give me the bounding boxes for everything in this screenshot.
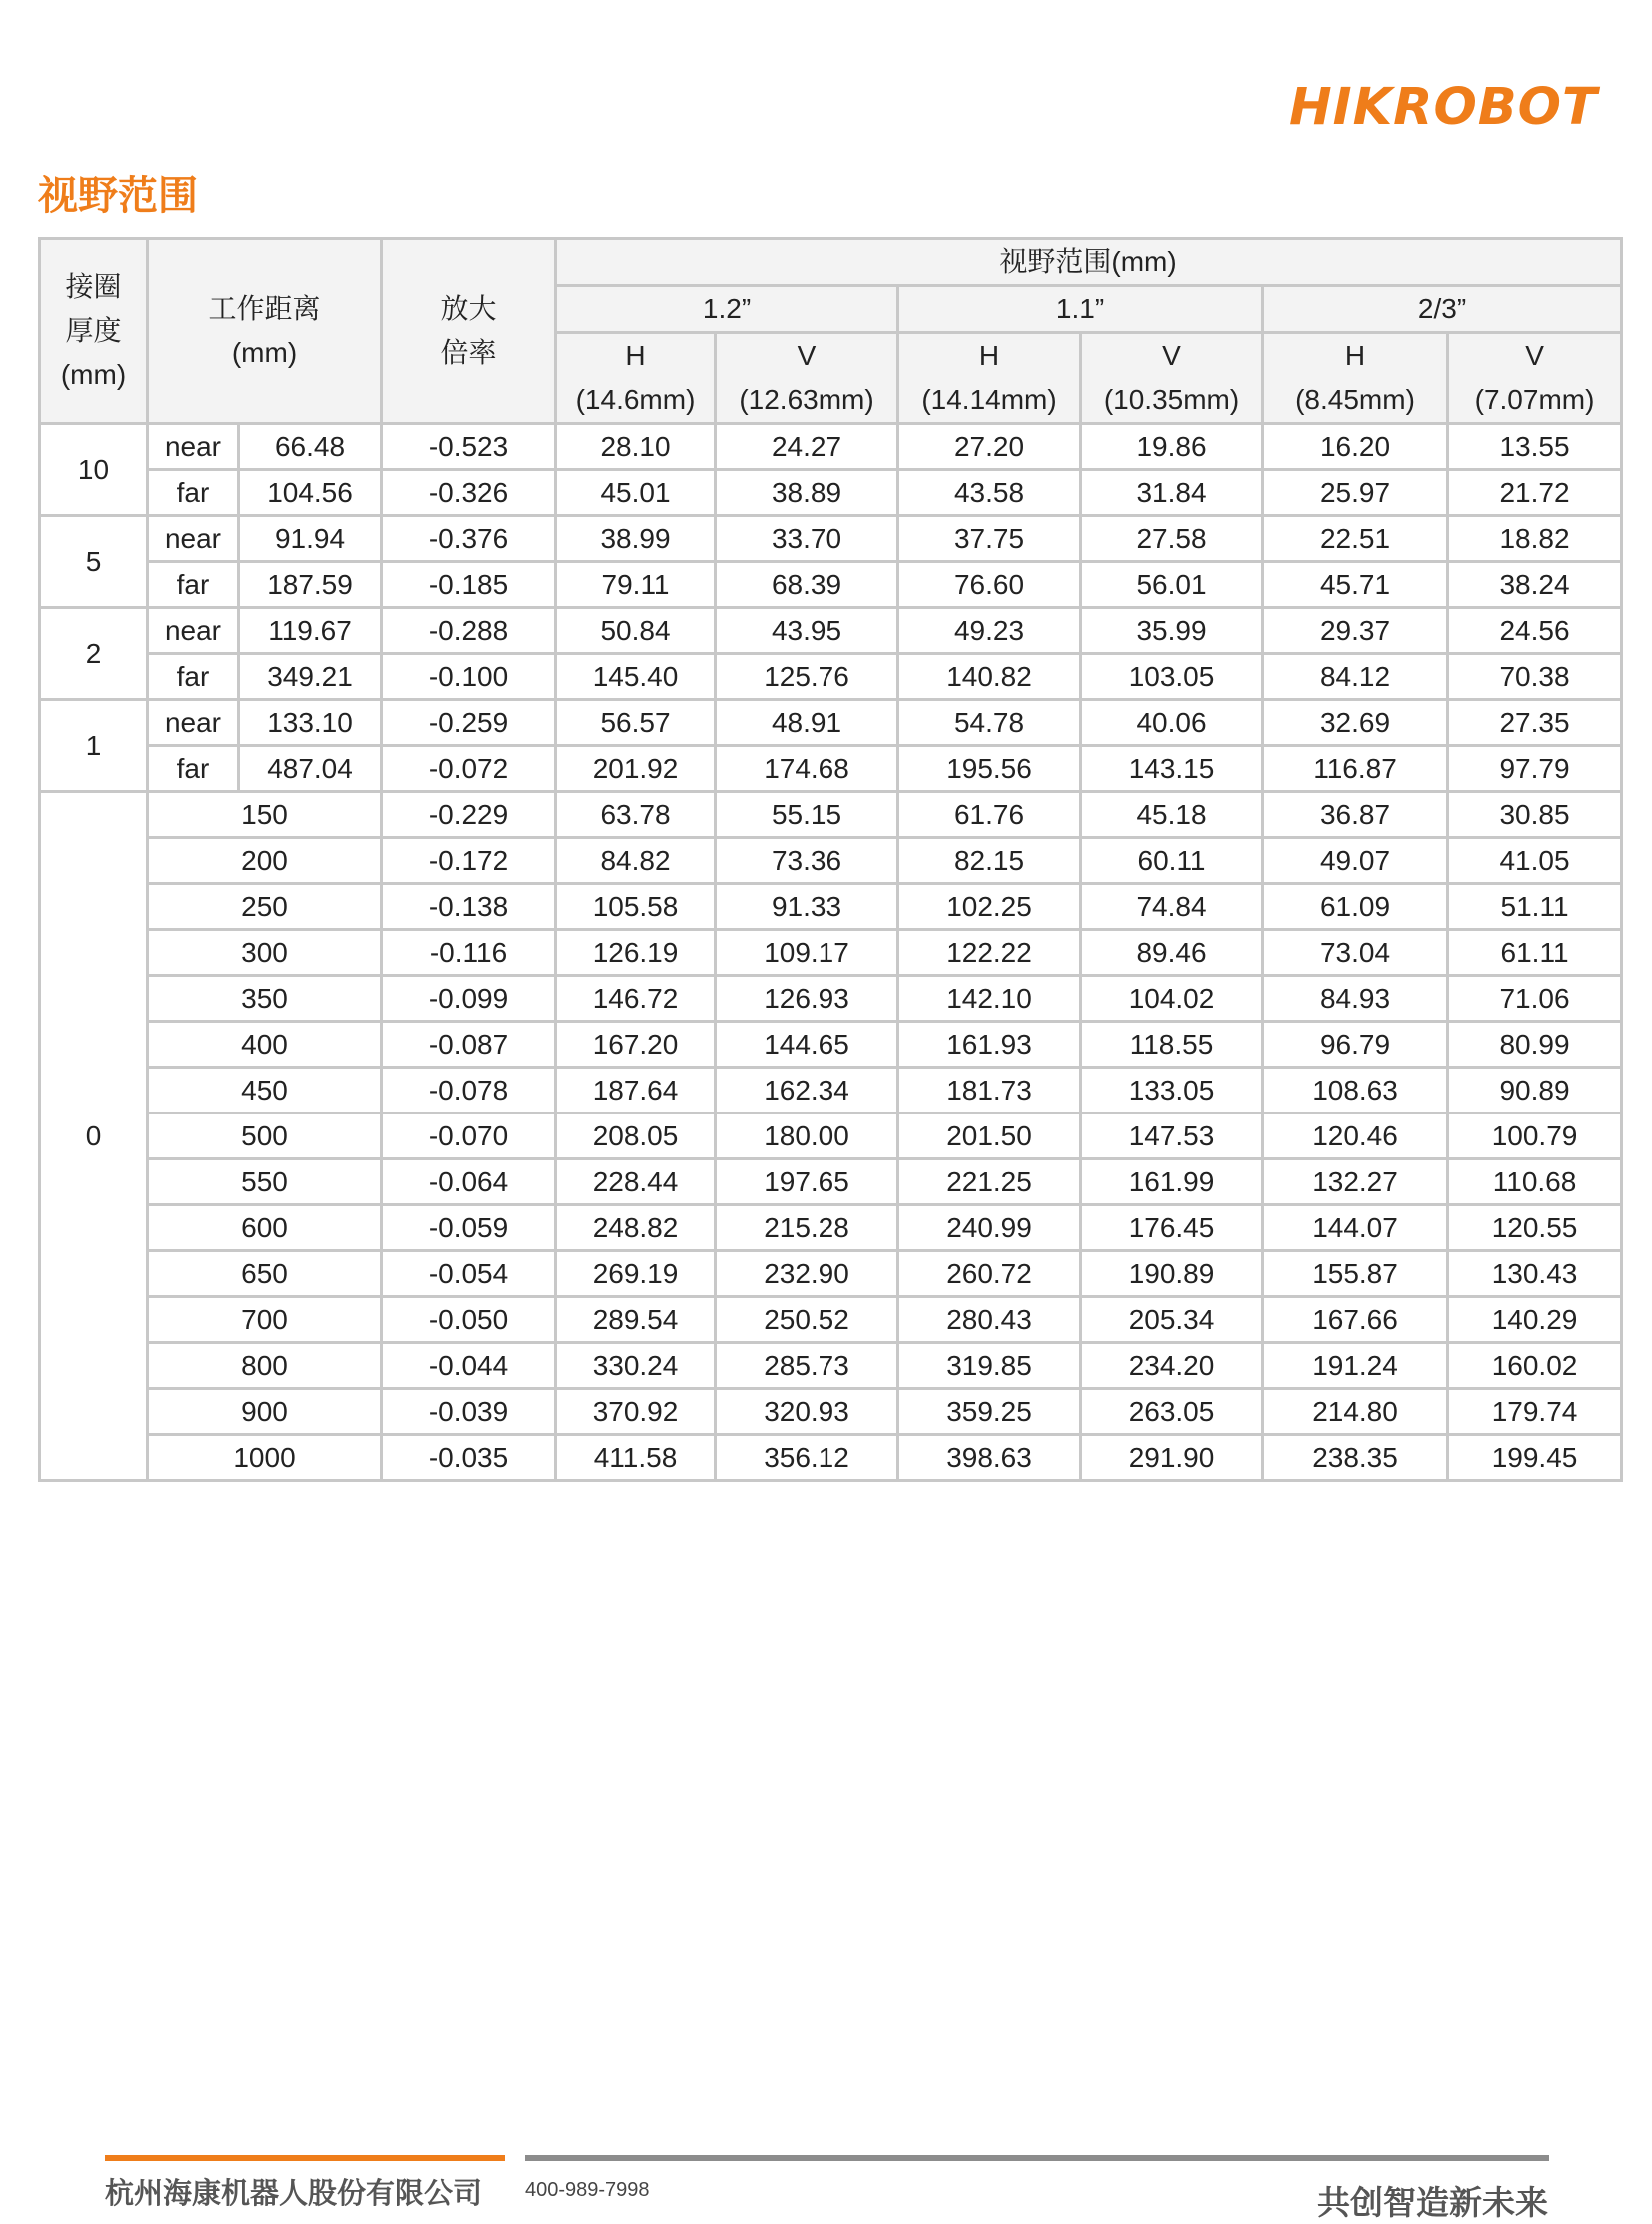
working-distance-cell: 200 xyxy=(148,838,382,884)
fov-value-cell: 167.66 xyxy=(1263,1297,1448,1343)
sensor-header: 2/3” xyxy=(1263,286,1622,333)
fov-value-cell: 161.99 xyxy=(1081,1159,1263,1205)
working-distance-cell: 600 xyxy=(148,1205,382,1251)
fov-value-cell: 187.64 xyxy=(556,1068,716,1113)
near-far-label: far xyxy=(148,746,239,792)
sensor-v-header: V (10.35mm) xyxy=(1081,333,1263,424)
table-row xyxy=(40,746,1622,792)
near-far-label: near xyxy=(148,424,239,470)
fov-value-cell: 38.89 xyxy=(716,470,898,516)
fov-value-cell: 79.11 xyxy=(556,562,716,608)
magnification-cell: -0.064 xyxy=(382,1159,556,1205)
fov-value-cell: 285.73 xyxy=(716,1343,898,1389)
fov-value-cell: 289.54 xyxy=(556,1297,716,1343)
fov-value-cell: 234.20 xyxy=(1081,1343,1263,1389)
fov-value-cell: 155.87 xyxy=(1263,1251,1448,1297)
table-row xyxy=(40,838,1622,884)
working-distance-cell: 300 xyxy=(148,930,382,976)
near-far-label: far xyxy=(148,470,239,516)
fov-value-cell: 61.11 xyxy=(1448,930,1622,976)
fov-value-cell: 201.92 xyxy=(556,746,716,792)
fov-value-cell: 48.91 xyxy=(716,700,898,746)
fov-value-cell: 398.63 xyxy=(898,1435,1081,1481)
fov-value-cell: 43.58 xyxy=(898,470,1081,516)
magnification-cell: -0.326 xyxy=(382,470,556,516)
fov-value-cell: 232.90 xyxy=(716,1251,898,1297)
fov-value-cell: 263.05 xyxy=(1081,1389,1263,1435)
working-distance-cell: 91.94 xyxy=(239,516,382,562)
working-distance-cell: 104.56 xyxy=(239,470,382,516)
fov-value-cell: 21.72 xyxy=(1448,470,1622,516)
magnification-cell: -0.138 xyxy=(382,884,556,930)
fov-value-cell: 215.28 xyxy=(716,1205,898,1251)
fov-value-cell: 22.51 xyxy=(1263,516,1448,562)
table-row xyxy=(40,1343,1622,1389)
fov-value-cell: 27.20 xyxy=(898,424,1081,470)
magnification-cell: -0.054 xyxy=(382,1251,556,1297)
working-distance-cell: 250 xyxy=(148,884,382,930)
fov-value-cell: 40.06 xyxy=(1081,700,1263,746)
working-distance-cell: 187.59 xyxy=(239,562,382,608)
fov-value-cell: 199.45 xyxy=(1448,1435,1622,1481)
table-row xyxy=(40,1159,1622,1205)
fov-value-cell: 55.15 xyxy=(716,792,898,838)
fov-value-cell: 38.99 xyxy=(556,516,716,562)
magnification-cell: -0.039 xyxy=(382,1389,556,1435)
fov-value-cell: 195.56 xyxy=(898,746,1081,792)
fov-value-cell: 25.97 xyxy=(1263,470,1448,516)
working-distance-cell: 487.04 xyxy=(239,746,382,792)
fov-value-cell: 116.87 xyxy=(1263,746,1448,792)
fov-value-cell: 142.10 xyxy=(898,976,1081,1022)
magnification-cell: -0.172 xyxy=(382,838,556,884)
working-distance-cell: 66.48 xyxy=(239,424,382,470)
fov-value-cell: 36.87 xyxy=(1263,792,1448,838)
working-distance-cell: 500 xyxy=(148,1113,382,1159)
fov-value-cell: 122.22 xyxy=(898,930,1081,976)
fov-value-cell: 201.50 xyxy=(898,1113,1081,1159)
fov-value-cell: 260.72 xyxy=(898,1251,1081,1297)
fov-value-cell: 49.23 xyxy=(898,608,1081,654)
fov-value-cell: 126.93 xyxy=(716,976,898,1022)
thickness-cell: 0 xyxy=(40,792,148,1481)
fov-value-cell: 162.34 xyxy=(716,1068,898,1113)
fov-value-cell: 89.46 xyxy=(1081,930,1263,976)
near-far-label: far xyxy=(148,654,239,700)
magnification-cell: -0.523 xyxy=(382,424,556,470)
fov-value-cell: 130.43 xyxy=(1448,1251,1622,1297)
fov-value-cell: 29.37 xyxy=(1263,608,1448,654)
magnification-cell: -0.376 xyxy=(382,516,556,562)
magnification-cell: -0.116 xyxy=(382,930,556,976)
working-distance-cell: 650 xyxy=(148,1251,382,1297)
fov-value-cell: 38.24 xyxy=(1448,562,1622,608)
footer-divider-line xyxy=(525,2155,1549,2161)
table-row xyxy=(40,424,1622,470)
table-row xyxy=(40,976,1622,1022)
fov-value-cell: 191.24 xyxy=(1263,1343,1448,1389)
fov-value-cell: 161.93 xyxy=(898,1022,1081,1068)
fov-value-cell: 197.65 xyxy=(716,1159,898,1205)
magnification-cell: -0.072 xyxy=(382,746,556,792)
fov-value-cell: 120.46 xyxy=(1263,1113,1448,1159)
fov-value-cell: 54.78 xyxy=(898,700,1081,746)
fov-value-cell: 43.95 xyxy=(716,608,898,654)
fov-value-cell: 103.05 xyxy=(1081,654,1263,700)
working-distance-cell: 450 xyxy=(148,1068,382,1113)
fov-value-cell: 120.55 xyxy=(1448,1205,1622,1251)
table-row xyxy=(40,1297,1622,1343)
section-title: 视野范围 xyxy=(38,173,198,219)
fov-value-cell: 144.07 xyxy=(1263,1205,1448,1251)
fov-value-cell: 84.82 xyxy=(556,838,716,884)
magnification-cell: -0.059 xyxy=(382,1205,556,1251)
fov-value-cell: 174.68 xyxy=(716,746,898,792)
fov-value-cell: 228.44 xyxy=(556,1159,716,1205)
fov-value-cell: 108.63 xyxy=(1263,1068,1448,1113)
thickness-header: 接圈 厚度 (mm) xyxy=(40,239,148,424)
fov-value-cell: 76.60 xyxy=(898,562,1081,608)
sensor-h-header: H (14.14mm) xyxy=(898,333,1081,424)
fov-value-cell: 73.36 xyxy=(716,838,898,884)
footer-company: 杭州海康机器人股份有限公司 xyxy=(105,2176,483,2210)
magnification-cell: -0.050 xyxy=(382,1297,556,1343)
table-row xyxy=(40,700,1622,746)
fov-value-cell: 49.07 xyxy=(1263,838,1448,884)
fov-value-cell: 125.76 xyxy=(716,654,898,700)
fov-value-cell: 370.92 xyxy=(556,1389,716,1435)
fov-value-cell: 269.19 xyxy=(556,1251,716,1297)
fov-value-cell: 70.38 xyxy=(1448,654,1622,700)
table-row xyxy=(40,1435,1622,1481)
fov-value-cell: 291.90 xyxy=(1081,1435,1263,1481)
fov-value-cell: 19.86 xyxy=(1081,424,1263,470)
fov-value-cell: 45.71 xyxy=(1263,562,1448,608)
fov-value-cell: 320.93 xyxy=(716,1389,898,1435)
fov-value-cell: 27.58 xyxy=(1081,516,1263,562)
working-distance-cell: 550 xyxy=(148,1159,382,1205)
fov-value-cell: 144.65 xyxy=(716,1022,898,1068)
fov-value-cell: 160.02 xyxy=(1448,1343,1622,1389)
fov-value-cell: 37.75 xyxy=(898,516,1081,562)
fov-value-cell: 248.82 xyxy=(556,1205,716,1251)
fov-value-cell: 132.27 xyxy=(1263,1159,1448,1205)
working-distance-cell: 700 xyxy=(148,1297,382,1343)
working-distance-cell: 349.21 xyxy=(239,654,382,700)
fov-value-cell: 90.89 xyxy=(1448,1068,1622,1113)
fov-value-cell: 100.79 xyxy=(1448,1113,1622,1159)
fov-value-cell: 32.69 xyxy=(1263,700,1448,746)
fov-value-cell: 359.25 xyxy=(898,1389,1081,1435)
working-distance-header: 工作距离 (mm) xyxy=(148,239,382,424)
fov-value-cell: 356.12 xyxy=(716,1435,898,1481)
fov-value-cell: 319.85 xyxy=(898,1343,1081,1389)
fov-value-cell: 61.09 xyxy=(1263,884,1448,930)
magnification-cell: -0.229 xyxy=(382,792,556,838)
fov-value-cell: 91.33 xyxy=(716,884,898,930)
table-body xyxy=(40,424,1622,1481)
fov-value-cell: 61.76 xyxy=(898,792,1081,838)
working-distance-cell: 900 xyxy=(148,1389,382,1435)
fov-value-cell: 31.84 xyxy=(1081,470,1263,516)
table-row xyxy=(40,884,1622,930)
footer-accent-line xyxy=(105,2155,505,2161)
fov-value-cell: 118.55 xyxy=(1081,1022,1263,1068)
fov-value-cell: 97.79 xyxy=(1448,746,1622,792)
magnification-cell: -0.070 xyxy=(382,1113,556,1159)
table-row xyxy=(40,1205,1622,1251)
working-distance-cell: 800 xyxy=(148,1343,382,1389)
fov-value-cell: 330.24 xyxy=(556,1343,716,1389)
magnification-cell: -0.087 xyxy=(382,1022,556,1068)
fov-value-cell: 73.04 xyxy=(1263,930,1448,976)
fov-value-cell: 84.93 xyxy=(1263,976,1448,1022)
footer-phone: 400-989-7998 xyxy=(525,2179,650,2201)
thickness-cell: 1 xyxy=(40,700,148,792)
magnification-header: 放大 倍率 xyxy=(382,239,556,424)
fov-value-cell: 109.17 xyxy=(716,930,898,976)
table-row xyxy=(40,1251,1622,1297)
fov-value-cell: 45.18 xyxy=(1081,792,1263,838)
table-row xyxy=(40,792,1622,838)
fov-value-cell: 96.79 xyxy=(1263,1022,1448,1068)
fov-value-cell: 63.78 xyxy=(556,792,716,838)
sensor-v-header: V (12.63mm) xyxy=(716,333,898,424)
magnification-cell: -0.099 xyxy=(382,976,556,1022)
sensor-h-header: H (8.45mm) xyxy=(1263,333,1448,424)
fov-value-cell: 133.05 xyxy=(1081,1068,1263,1113)
table-row xyxy=(40,930,1622,976)
fov-value-cell: 104.02 xyxy=(1081,976,1263,1022)
working-distance-cell: 350 xyxy=(148,976,382,1022)
thickness-cell: 10 xyxy=(40,424,148,516)
fov-value-cell: 102.25 xyxy=(898,884,1081,930)
working-distance-cell: 1000 xyxy=(148,1435,382,1481)
near-far-label: near xyxy=(148,700,239,746)
thickness-cell: 5 xyxy=(40,516,148,608)
fov-value-cell: 84.12 xyxy=(1263,654,1448,700)
table-row xyxy=(40,562,1622,608)
fov-value-cell: 45.01 xyxy=(556,470,716,516)
fov-value-cell: 238.35 xyxy=(1263,1435,1448,1481)
fov-value-cell: 205.34 xyxy=(1081,1297,1263,1343)
fov-value-cell: 190.89 xyxy=(1081,1251,1263,1297)
fov-value-cell: 74.84 xyxy=(1081,884,1263,930)
fov-value-cell: 280.43 xyxy=(898,1297,1081,1343)
fov-value-cell: 146.72 xyxy=(556,976,716,1022)
fov-value-cell: 60.11 xyxy=(1081,838,1263,884)
magnification-cell: -0.044 xyxy=(382,1343,556,1389)
magnification-cell: -0.259 xyxy=(382,700,556,746)
table-row xyxy=(40,1113,1622,1159)
magnification-cell: -0.100 xyxy=(382,654,556,700)
fov-value-cell: 50.84 xyxy=(556,608,716,654)
fov-value-cell: 145.40 xyxy=(556,654,716,700)
sensor-v-header: V (7.07mm) xyxy=(1448,333,1622,424)
working-distance-cell: 119.67 xyxy=(239,608,382,654)
working-distance-cell: 133.10 xyxy=(239,700,382,746)
magnification-cell: -0.078 xyxy=(382,1068,556,1113)
fov-value-cell: 221.25 xyxy=(898,1159,1081,1205)
table-row xyxy=(40,470,1622,516)
fov-value-cell: 208.05 xyxy=(556,1113,716,1159)
table-row xyxy=(40,608,1622,654)
table-row xyxy=(40,654,1622,700)
sensor-header: 1.1” xyxy=(898,286,1263,333)
magnification-cell: -0.185 xyxy=(382,562,556,608)
fov-value-cell: 143.15 xyxy=(1081,746,1263,792)
table-row xyxy=(40,1068,1622,1113)
fov-value-cell: 181.73 xyxy=(898,1068,1081,1113)
fov-value-cell: 30.85 xyxy=(1448,792,1622,838)
near-far-label: near xyxy=(148,516,239,562)
near-far-label: far xyxy=(148,562,239,608)
table-row xyxy=(40,516,1622,562)
field-of-view-table xyxy=(38,237,1623,1482)
fov-value-cell: 24.27 xyxy=(716,424,898,470)
working-distance-cell: 150 xyxy=(148,792,382,838)
fov-value-cell: 140.29 xyxy=(1448,1297,1622,1343)
fov-value-cell: 56.57 xyxy=(556,700,716,746)
fov-value-cell: 140.82 xyxy=(898,654,1081,700)
fov-value-cell: 18.82 xyxy=(1448,516,1622,562)
fov-value-cell: 105.58 xyxy=(556,884,716,930)
fov-value-cell: 110.68 xyxy=(1448,1159,1622,1205)
fov-value-cell: 411.58 xyxy=(556,1435,716,1481)
magnification-cell: -0.035 xyxy=(382,1435,556,1481)
fov-value-cell: 180.00 xyxy=(716,1113,898,1159)
working-distance-cell: 400 xyxy=(148,1022,382,1068)
magnification-cell: -0.288 xyxy=(382,608,556,654)
fov-value-cell: 24.56 xyxy=(1448,608,1622,654)
footer-slogan: 共创智造新未来 xyxy=(1317,2183,1548,2222)
fov-value-cell: 28.10 xyxy=(556,424,716,470)
fov-value-cell: 179.74 xyxy=(1448,1389,1622,1435)
fov-value-cell: 16.20 xyxy=(1263,424,1448,470)
fov-value-cell: 176.45 xyxy=(1081,1205,1263,1251)
fov-value-cell: 240.99 xyxy=(898,1205,1081,1251)
fov-value-cell: 71.06 xyxy=(1448,976,1622,1022)
fov-value-cell: 80.99 xyxy=(1448,1022,1622,1068)
fov-value-cell: 13.55 xyxy=(1448,424,1622,470)
thickness-cell: 2 xyxy=(40,608,148,700)
fov-value-cell: 214.80 xyxy=(1263,1389,1448,1435)
brand-logo: HIKROBOT xyxy=(1289,78,1598,137)
fov-group-header: 视野范围(mm) xyxy=(556,239,1622,286)
fov-value-cell: 126.19 xyxy=(556,930,716,976)
fov-value-cell: 167.20 xyxy=(556,1022,716,1068)
table-row xyxy=(40,1389,1622,1435)
fov-value-cell: 147.53 xyxy=(1081,1113,1263,1159)
fov-value-cell: 68.39 xyxy=(716,562,898,608)
fov-value-cell: 51.11 xyxy=(1448,884,1622,930)
sensor-header: 1.2” xyxy=(556,286,898,333)
table-row xyxy=(40,1022,1622,1068)
near-far-label: near xyxy=(148,608,239,654)
sensor-h-header: H (14.6mm) xyxy=(556,333,716,424)
fov-value-cell: 33.70 xyxy=(716,516,898,562)
fov-value-cell: 56.01 xyxy=(1081,562,1263,608)
fov-value-cell: 27.35 xyxy=(1448,700,1622,746)
fov-value-cell: 82.15 xyxy=(898,838,1081,884)
fov-value-cell: 35.99 xyxy=(1081,608,1263,654)
fov-value-cell: 41.05 xyxy=(1448,838,1622,884)
fov-value-cell: 250.52 xyxy=(716,1297,898,1343)
